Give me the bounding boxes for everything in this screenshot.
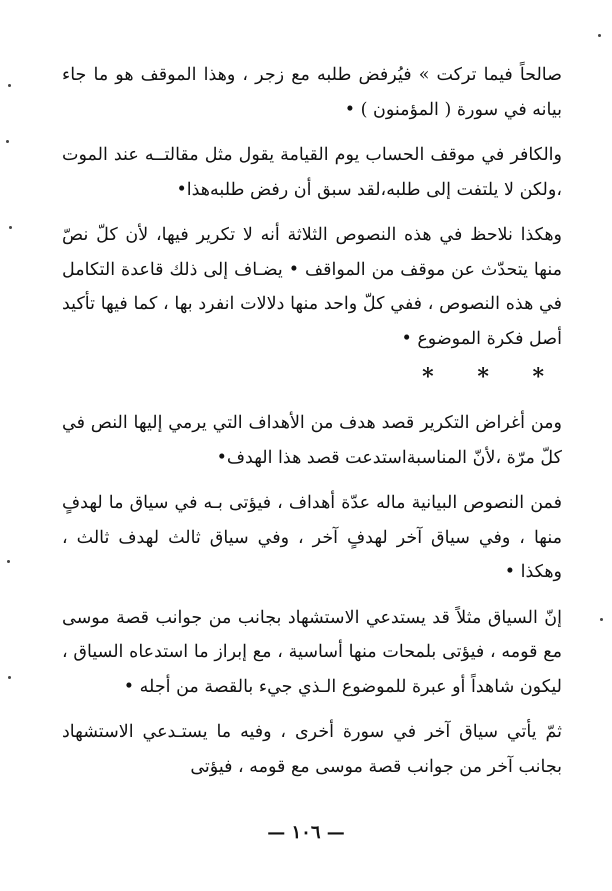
paragraph-5: فمن النصوص البيانية ماله عدّة أهداف ، فيؤتى بـه في سياق ما لهدفٍ منها ، وفي سياق آخر لهدفٍ آخر ، وفي سياق ثالث لهدف ثالث ، وهكذا • (62, 493, 562, 582)
margin-mark (6, 140, 9, 143)
page-number: — ١٠٦ — (267, 822, 345, 843)
margin-mark (8, 84, 11, 87)
paragraph-2: والكافر في موقف الحساب يوم القيامة يقول مثل مقالتــه عند الموت ،ولكن لا يلتفت إلى طلبه،لقد سبق أن رفض طلبه‌هذا• (62, 145, 562, 200)
margin-mark (7, 560, 10, 563)
paragraph-6: إنّ السياق مثلاً قد يستدعي الاستشهاد بجانب من جوانب قصة موسى مع قومه ، فيؤتى بلمحات منها أساسية ، مع إبراز ما استدعاه السياق ، ليكون شاهداً أو عبرة للموضوع الـذي جيء بالقصة من أجله • (62, 607, 562, 697)
paragraph-3: وهكذا نلاحظ في هذه النصوص الثلاثة أنه لا تكرير فيها، لأن كلّ نصّ منها يتحدّث عن موقف من المواقف • يضـاف إلى ذلك قاعدة التكامل في هذه النصوص ، ففي كلّ واحد منها دلالات انفرد بها ، كما فيها تأكيد أصل فكرة الموضوع • (62, 225, 562, 349)
section-separator: * * * (422, 364, 562, 390)
margin-mark (9, 226, 12, 229)
margin-mark (598, 34, 601, 37)
margin-mark (8, 676, 11, 679)
paragraph-4: ومن أغراض التكرير قصد هدف من الأهداف التي يرمي إليها النص في كلّ مرّة ،لأنّ المناسبةاستدعت قصد هذا الهدف• (62, 413, 562, 468)
paragraph-1: صالحاً فيما تركت » فيُرفض طلبه مع زجر ، وهذا الموقف هو ما جاء بيانه في سورة ( المؤمنون ) • (62, 65, 562, 120)
margin-mark (600, 618, 603, 621)
paragraph-7: ثمّ يأتي سياق آخر في سورة أخرى ، وفيه ما يستـدعي الاستشهاد بجانب آخر من جوانب قصة موسى مع قومه ، فيؤتى (62, 722, 562, 777)
page-body (62, 58, 562, 784)
